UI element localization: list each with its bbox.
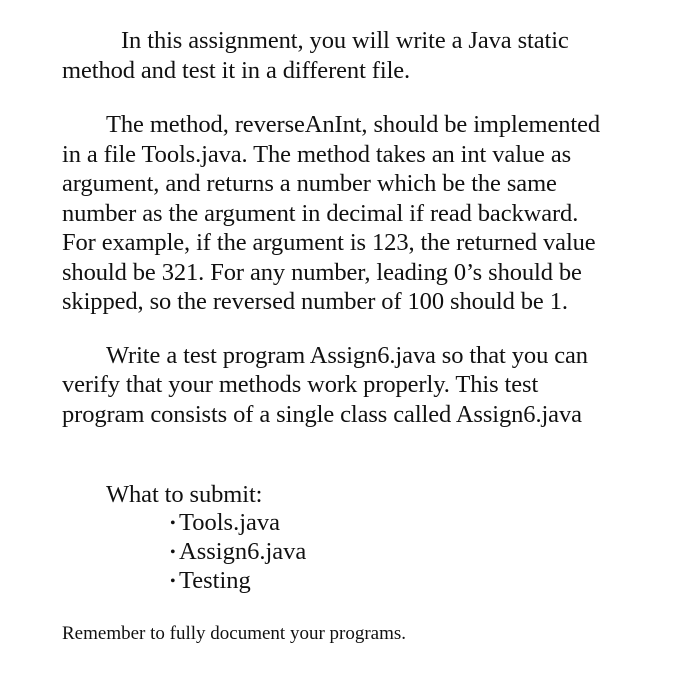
- submit-heading: What to submit:: [106, 481, 263, 508]
- paragraph3-line-3: program consists of a single class called Assign6.java: [62, 401, 582, 428]
- footer-note: Remember to fully document your programs.: [62, 623, 407, 644]
- paragraph1-line-2: method and test it in a different file.: [62, 57, 411, 84]
- paragraph3-line-2: verify that your methods work properly. This test: [62, 371, 539, 398]
- bullet-icon: •: [170, 573, 176, 590]
- bullet-icon: •: [170, 515, 176, 532]
- bullet-icon: •: [170, 544, 176, 561]
- submit-item-label: Tools.java: [179, 509, 281, 536]
- paragraph2-line-2: in a file Tools.java. The method takes an int value as: [62, 141, 572, 168]
- paragraph2-line-1: The method, reverseAnInt, should be implemented: [106, 111, 601, 138]
- paragraph2-line-7: skipped, so the reversed number of 100 should be 1.: [62, 288, 568, 315]
- submit-item-label: Testing: [179, 567, 251, 594]
- paragraph2-line-4: number as the argument in decimal if read backward.: [62, 200, 579, 227]
- paragraph3-line-1: Write a test program Assign6.java so that you can: [106, 342, 588, 369]
- paragraph1-line-1: In this assignment, you will write a Java static: [121, 27, 569, 54]
- paragraph2-line-6: should be 321. For any number, leading 0’s should be: [62, 259, 582, 286]
- submit-item-assign6: [170, 537, 306, 567]
- submit-item-label: Assign6.java: [179, 538, 307, 565]
- paragraph2-line-3: argument, and returns a number which be the same: [62, 170, 557, 197]
- submit-item-testing: [170, 566, 251, 596]
- submit-item-tools: [170, 508, 280, 538]
- paragraph2-line-5: For example, if the argument is 123, the returned value: [62, 229, 596, 256]
